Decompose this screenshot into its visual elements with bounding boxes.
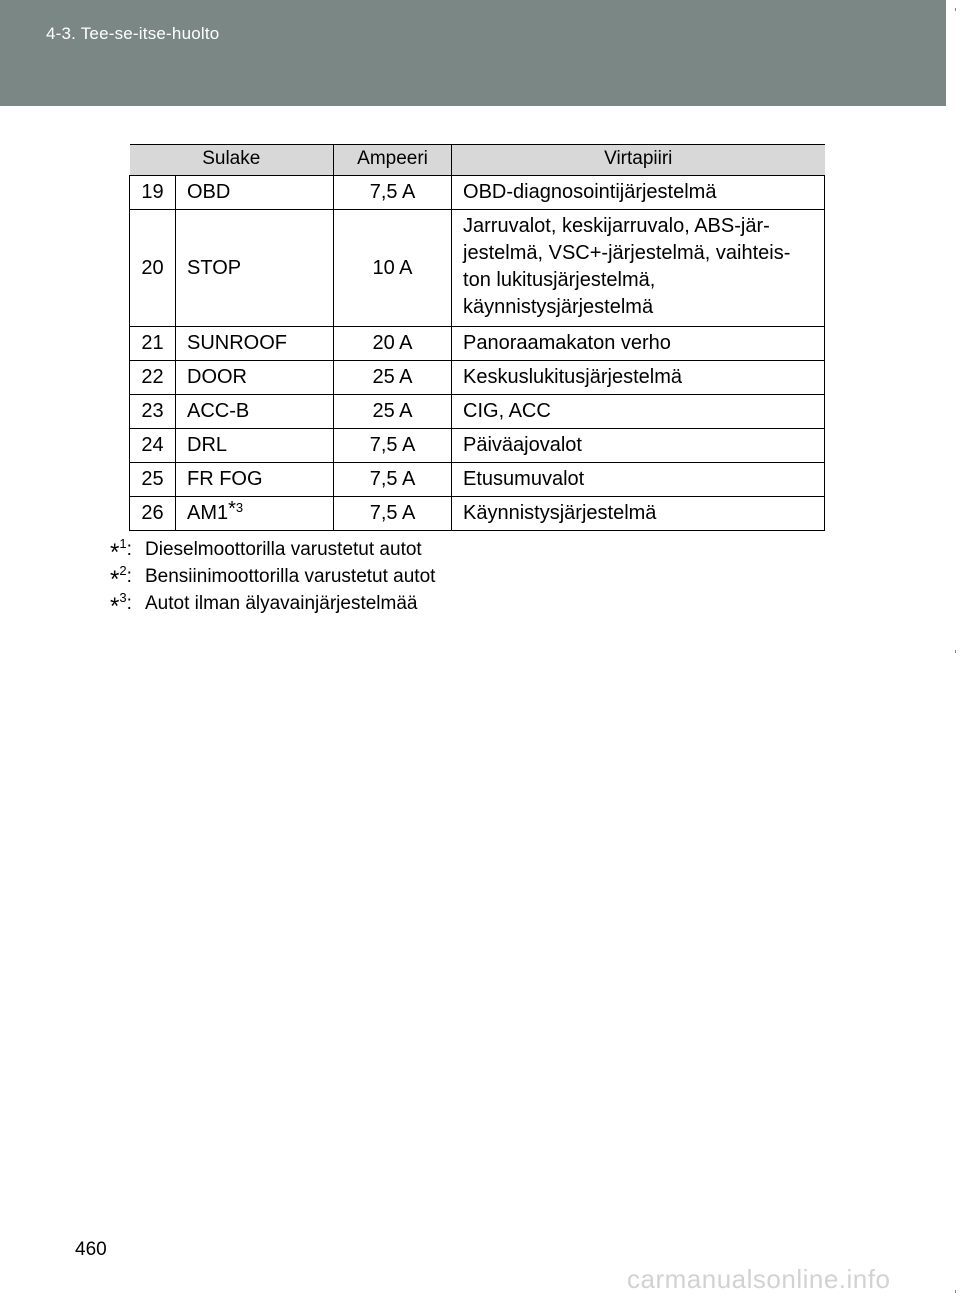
fuse-circuit [452, 210, 825, 327]
fuse-circuit: Etusumuvalot [452, 463, 825, 497]
table-row [130, 361, 825, 395]
page-number: 460 [75, 1239, 107, 1260]
circuit-line: Jarruvalot, keskijarruvalo, ABS-jär- [463, 215, 770, 237]
fuse-name: OBD [176, 176, 334, 210]
footnote [110, 536, 435, 566]
fuse-name: STOP [176, 210, 334, 327]
fuse-number: 22 [130, 361, 176, 395]
fuse-table [129, 144, 825, 531]
section-header-band [0, 0, 946, 106]
crop-mark [955, 650, 956, 653]
fuse-number: 26 [130, 497, 176, 531]
column-header: Sulake [130, 145, 334, 176]
fuse-name: ACC-B [176, 395, 334, 429]
fuse-circuit: Keskuslukitusjärjestelmä [452, 361, 825, 395]
circuit-line: ton lukitusjärjestelmä, [463, 269, 656, 291]
footnote-text: Autot ilman älyavainjärjestelmää [145, 593, 418, 614]
table-row [130, 497, 825, 531]
table-header-row [130, 145, 825, 176]
fuse-number: 19 [130, 176, 176, 210]
fuse-number: 20 [130, 210, 176, 327]
watermark: carmanualsonline.info [627, 1264, 891, 1294]
footnote-reference: *3 [228, 498, 244, 520]
footnote [110, 563, 436, 593]
circuit-line: jestelmä, VSC+-järjestelmä, vaihteis- [463, 242, 791, 264]
table-row [130, 395, 825, 429]
table-row [130, 176, 825, 210]
section-title: 4-3. Tee-se-itse-huolto [46, 24, 220, 43]
footnote-text: Dieselmoottorilla varustetut autot [145, 539, 422, 560]
fuse-number: 23 [130, 395, 176, 429]
footnote-mark: *$^1$: [110, 536, 132, 566]
fuse-circuit: OBD-diagnosointijärjestelmä [452, 176, 825, 210]
fuse-name: FR FOG [176, 463, 334, 497]
circuit-line: käynnistysjärjestelmä [463, 296, 654, 318]
table-row [130, 463, 825, 497]
fuse-number: 25 [130, 463, 176, 497]
fuse-ampere: 7,5 A [334, 429, 452, 463]
fuse-ampere: 7,5 A [334, 497, 452, 531]
footnote-mark: *$^3$: [110, 590, 132, 620]
footnotes [110, 536, 436, 620]
footnote-mark: *$^2$: [110, 563, 132, 593]
fuse-number: 21 [130, 327, 176, 361]
fuse-circuit: CIG, ACC [452, 395, 825, 429]
fuse-ampere: 20 A [334, 327, 452, 361]
column-header: Ampeeri [334, 145, 452, 176]
table-row [130, 327, 825, 361]
table-row [130, 429, 825, 463]
fuse-circuit: Käynnistysjärjestelmä [452, 497, 825, 531]
fuse-name: AM1$^{*3}$ [176, 497, 334, 531]
footnote [110, 590, 435, 620]
table-row [130, 210, 825, 327]
fuse-number: 24 [130, 429, 176, 463]
crop-mark [955, 8, 956, 11]
fuse-ampere: 7,5 A [334, 463, 452, 497]
fuse-name: DOOR [176, 361, 334, 395]
fuse-ampere: 10 A [334, 210, 452, 327]
fuse-ampere: 25 A [334, 361, 452, 395]
column-header: Virtapiiri [452, 145, 825, 176]
fuse-circuit: Päiväajovalot [452, 429, 825, 463]
crop-mark [955, 1290, 956, 1293]
footnote-text: Bensiinimoottorilla varustetut autot [145, 566, 436, 587]
fuse-name: DRL [176, 429, 334, 463]
fuse-circuit: Panoraamakaton verho [452, 327, 825, 361]
fuse-ampere: 25 A [334, 395, 452, 429]
fuse-ampere: 7,5 A [334, 176, 452, 210]
fuse-name: SUNROOF [176, 327, 334, 361]
